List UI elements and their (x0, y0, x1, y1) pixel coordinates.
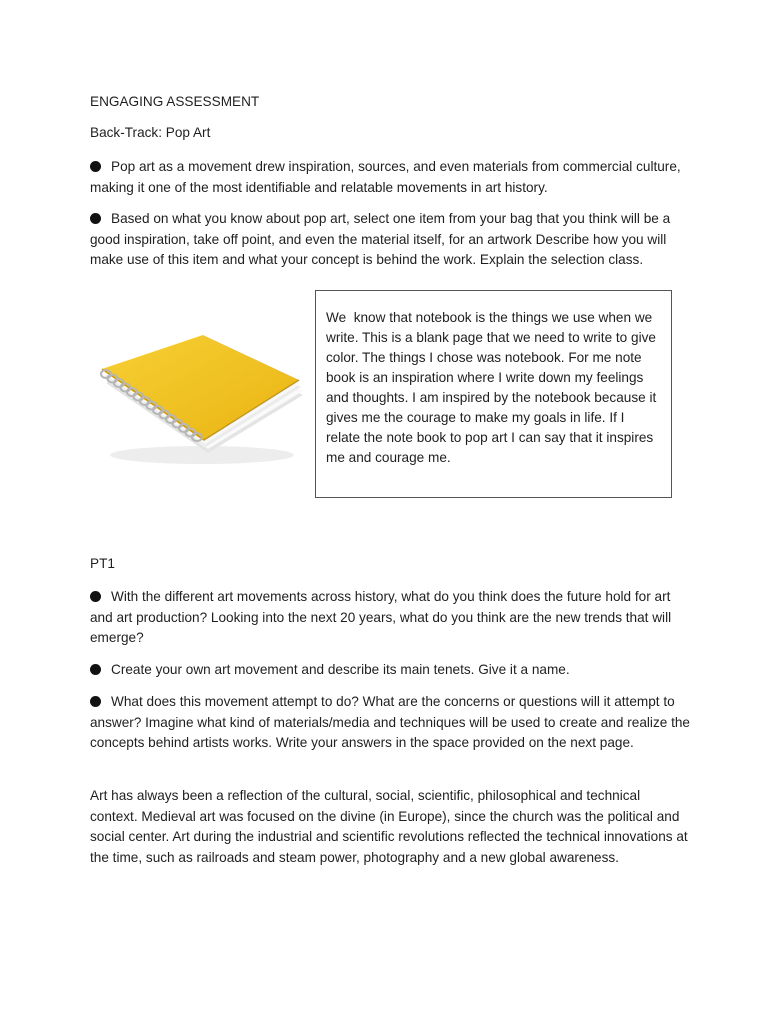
bullet-icon (90, 591, 101, 602)
bullet-item (90, 209, 690, 271)
bullet-item (90, 587, 690, 649)
answer-box (315, 290, 672, 498)
bullet-item (90, 660, 690, 681)
body-paragraph: Art has always been a reflection of the cultural, social, scientific, philosophical and technical context. Medieval art was focused on the divine (in Europe), since the church was the political and social center. Art during the industrial and scientific revolutions reflected the technical innovations at the time, such as railroads and steam power, photography and a new global awareness. (90, 788, 688, 865)
bullet-icon (90, 696, 101, 707)
bullet-icon (90, 664, 101, 675)
page-subheading: Back-Track: Pop Art (90, 125, 211, 140)
bullet-icon (90, 161, 101, 172)
section-label: PT1 (90, 556, 115, 571)
spiral-notebook-icon (90, 283, 308, 508)
bullet-text: Pop art as a movement drew inspiration, sources, and even materials from commercial culture, making it one of the most identifiable and relatable movements in art history. (90, 159, 681, 195)
bullet-item (90, 692, 690, 754)
bullet-text: With the different art movements across history, what do you think does the future hold for art and art production? Looking into the next 20 years, what do you think are the new trends that will emerge? (90, 589, 672, 645)
bullet-text: Based on what you know about pop art, select one item from your bag that you think will be a good inspiration, take off point, and even the material itself, for an artwork Describe how you will make use of this item and what your concept is behind the work. Explain the selection class. (90, 211, 671, 267)
bullet-text: What does this movement attempt to do? What are the concerns or questions will it attempt to answer? Imagine what kind of materials/media and techniques will be used to create and realize the concepts behind artists works. Write your answers in the space provided on the next page. (90, 694, 690, 750)
page-heading: ENGAGING ASSESSMENT (90, 94, 260, 109)
notebook-image (90, 283, 308, 508)
bullet-item (90, 157, 690, 198)
answer-text: We know that notebook is the things we use when we write. This is a blank page that we need to write to give color. The things I chose was notebook. For me note book is an inspiration where I write down my feelings and thoughts. I am inspired by the notebook because it gives me the courage to make my goals in life. If I relate the note book to pop art I can say that it inspires me and courage me. (326, 310, 661, 465)
bullet-icon (90, 213, 101, 224)
bullet-text: Create your own art movement and describe its main tenets. Give it a name. (111, 662, 570, 677)
